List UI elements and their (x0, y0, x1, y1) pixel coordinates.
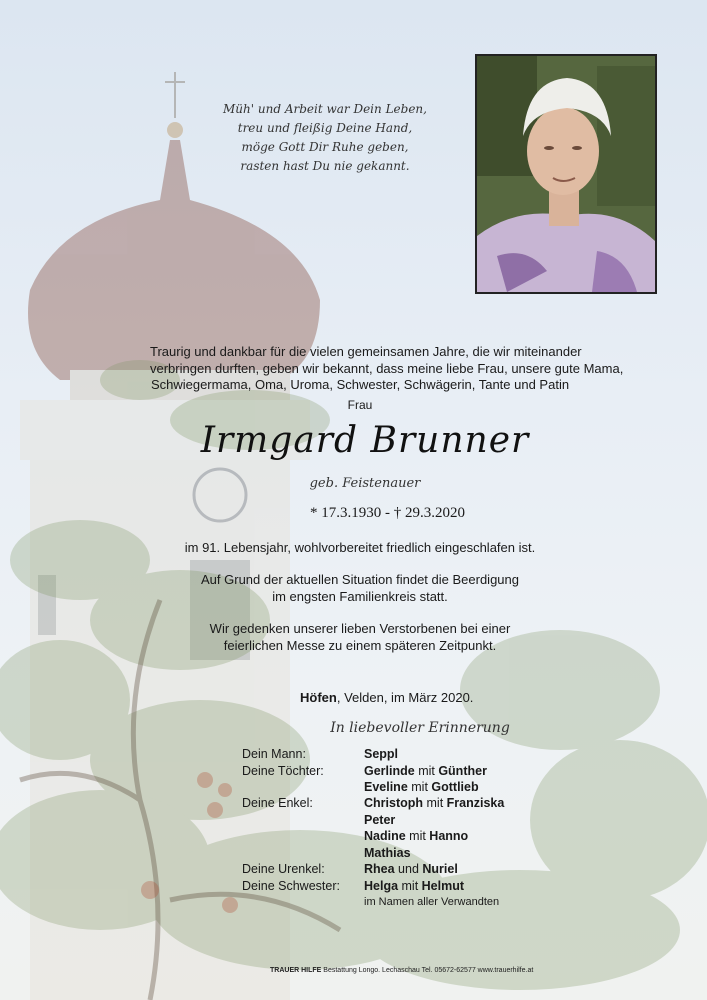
intro-line: Traurig und dankbar für die vielen gemeinsamen Jahre, die wir miteinander (150, 344, 582, 359)
mourner-join: mit (414, 764, 439, 778)
memorial-poem (215, 100, 435, 176)
mourner-name: Gerlinde (364, 764, 415, 778)
poem-line: möge Gott Dir Ruhe geben, (241, 140, 409, 154)
maiden-name: geb. Feistenauer (309, 476, 421, 491)
portrait-image (477, 56, 655, 292)
place-date (300, 690, 520, 705)
mourner-join: mit (407, 780, 432, 794)
age-line: im 91. Lebensjahr, wohlvorbereitet friedlich eingeschlafen ist. (184, 540, 536, 555)
memory-heading: In liebevoller Erinnerung (330, 720, 510, 736)
age-statement (135, 540, 585, 557)
mourner-line (364, 780, 564, 794)
poem-line: rasten hast Du nie gekannt. (240, 159, 410, 173)
intro-line: verbringen durften, geben wir bekannt, dass meine liebe Frau, unsere gute Mama, (150, 360, 624, 376)
poem-line: treu und fleißig Deine Hand, (237, 121, 413, 135)
funeral-note (135, 572, 585, 605)
mourner-name: Christoph (364, 796, 424, 810)
mourner-line (364, 813, 564, 827)
mourner-line (364, 846, 564, 860)
mourner-name: Eveline (364, 780, 408, 794)
salutation: Frau (347, 398, 373, 412)
relation-label: Dein Mann: (242, 747, 306, 761)
mourner-line (364, 796, 564, 810)
mourner-join: und (394, 862, 423, 876)
footer-text: Bestattung Longo. Lechaschau Tel. 05672-62577 www.trauerhilfe.at (321, 967, 534, 974)
funeral-line: Auf Grund der aktuellen Situation findet die Beerdigung (201, 572, 519, 587)
mourner-line (364, 879, 564, 893)
mourner-join: mit (405, 829, 430, 843)
closing-line: im Namen aller Verwandten (364, 896, 500, 908)
mourner-join: mit (398, 879, 422, 893)
mourner-name: Rhea (364, 862, 395, 876)
mourner-name: Mathias (364, 846, 411, 860)
intro-line: Schwiegermama, Oma, Uroma, Schwester, Schwägerin, Tante und Patin (150, 377, 570, 392)
mourner-join: mit (423, 796, 447, 810)
footer-imprint (270, 967, 610, 974)
mass-line: feierlichen Messe zu einem späteren Zeitpunkt. (223, 637, 497, 653)
mourner-name: Nuriel (422, 862, 458, 876)
footer-brand: TRAUER HILFE (270, 967, 322, 974)
mourner-line (364, 747, 564, 761)
life-dates: * 17.3.1930 - † 29.3.2020 (310, 505, 465, 521)
mourner-name: Peter (364, 813, 396, 827)
announcement-intro (150, 344, 624, 394)
mourner-name: Helmut (421, 879, 465, 893)
relation-label: Deine Enkel: (242, 796, 313, 810)
mourner-name: Gottlieb (431, 780, 479, 794)
mourner-name: Franziska (446, 796, 505, 810)
mourner-line (364, 829, 564, 843)
mourner-line (364, 764, 564, 778)
mass-note (135, 621, 585, 654)
mourner-name: Günther (438, 764, 487, 778)
relation-label: Deine Töchter: (242, 764, 324, 778)
poem-line: Müh' und Arbeit war Dein Leben, (223, 102, 427, 116)
deceased-name: Irmgard Brunner (200, 420, 530, 461)
mourner-name: Seppl (364, 747, 399, 761)
portrait-photo (475, 54, 657, 294)
mourner-name: Hanno (429, 829, 469, 843)
mourner-line (364, 862, 564, 876)
mass-line: Wir gedenken unserer lieben Verstorbenen bei einer (209, 621, 511, 636)
mourner-name: Helga (364, 879, 399, 893)
mourner-name: Nadine (364, 829, 406, 843)
funeral-line: im engsten Familienkreis statt. (272, 588, 448, 604)
town-name: Höfen (300, 690, 337, 705)
relation-label: Deine Urenkel: (242, 862, 325, 876)
place-rest: , Velden, im März 2020. (336, 690, 474, 705)
relation-label: Deine Schwester: (242, 879, 340, 893)
